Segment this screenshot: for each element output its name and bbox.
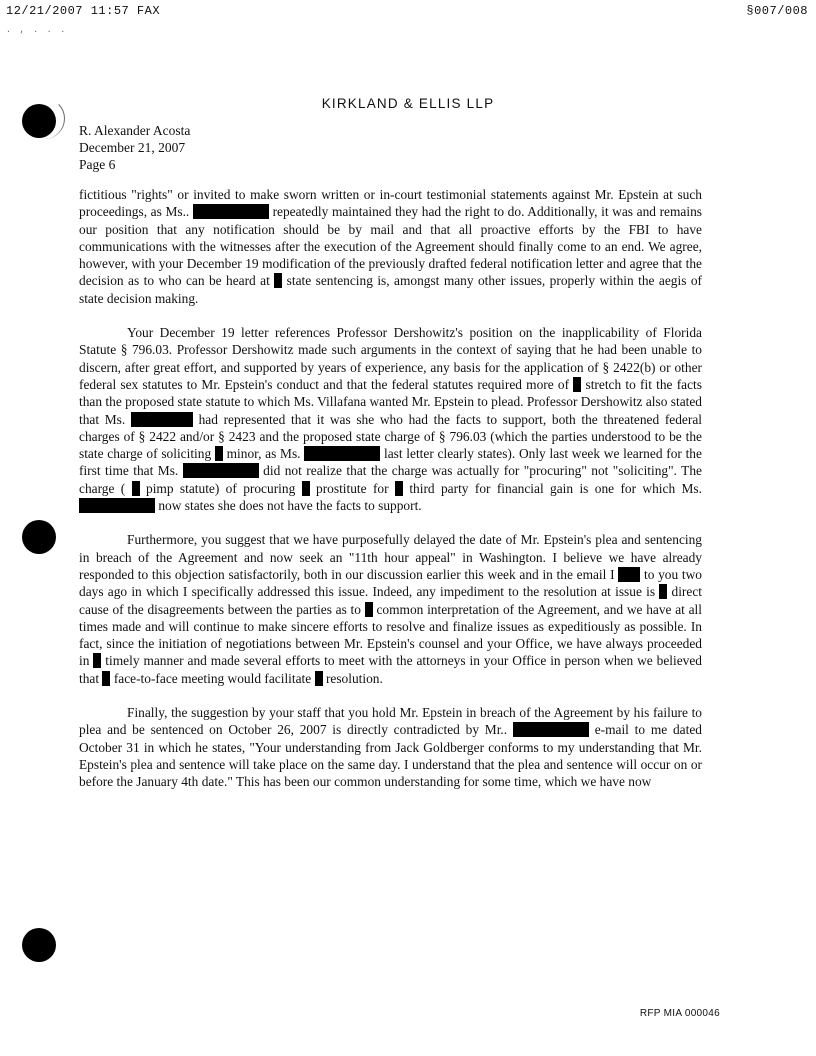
paragraph-text: did not realize that the charge was actually for "procuring" not "soliciting". The charge ( [79, 463, 702, 496]
redaction-bar [183, 463, 259, 478]
paragraph-text: fictitious "rights" or invited to make sworn written or in-court testimonial statements against Mr. Epstein at such proceedings, as Ms.. [79, 187, 702, 220]
fax-timestamp: 12/21/2007 11:57 FAX [6, 4, 161, 18]
redaction-bar [618, 567, 640, 582]
paragraph-text: last letter clearly states). Only last week we learned for the first time that Ms. [79, 446, 702, 479]
redaction-bar [215, 446, 223, 461]
letter-date: December 21, 2007 [79, 140, 186, 155]
fax-page-counter: §007/008 [746, 4, 808, 18]
redaction-bar [365, 602, 373, 617]
paragraph-1 [79, 186, 702, 307]
redaction-bar [132, 481, 140, 496]
redaction-bar [193, 204, 269, 219]
paragraph-text: face-to-face meeting would facilitate [113, 670, 312, 686]
fax-header [6, 4, 810, 22]
redaction-bar [274, 273, 282, 288]
redaction-bar [513, 722, 589, 737]
paragraph-text: had represented that it was she who had the facts to support, both the threatened federal charges of § 2422 and/or § 2423 and the proposed state charge of § 796.03 (which the parties understood to be the state charge of soliciting [79, 411, 702, 462]
bates-number: RFP MIA 000046 [639, 1008, 720, 1019]
punch-hole-icon [22, 928, 56, 962]
paragraph-text: repeatedly maintained they had the right to do. Additionally, it was and remains our position that any notification should be by mail and that all proactive efforts by the FBI to have communications with the witnesses after the execution of the Agreement should finally come to an end. We agree, however, with your December 19 modification of the previously drafted federal notification letter and agree that the decision as to who can be heard at [79, 204, 702, 289]
letter-body [79, 186, 702, 808]
paragraph-text: pimp statute) of procuring [146, 480, 296, 496]
paragraph-text: third party for financial gain is one for which Ms. [409, 480, 702, 496]
redaction-bar [659, 584, 667, 599]
paragraph-text: now states she does not have the facts to support. [158, 498, 422, 514]
page-number: Page 6 [79, 157, 116, 172]
letterhead-firm-name: KIRKLAND & ELLIS LLP [321, 96, 495, 111]
redaction-bar [131, 412, 193, 427]
paragraph-text: direct cause of the disagreements between the parties as to [79, 584, 702, 617]
redaction-bar [315, 671, 323, 686]
punch-hole-icon [22, 520, 56, 554]
paragraph-text: resolution. [325, 670, 383, 686]
paragraph-4 [79, 704, 702, 790]
paragraph-2 [79, 324, 702, 514]
redaction-bar [79, 498, 155, 513]
redaction-bar [395, 481, 403, 496]
recipient-name: R. Alexander Acosta [79, 123, 191, 138]
paragraph-text: Furthermore, you suggest that we have purposefully delayed the date of Mr. Epstein's plea and sentencing in breach of the Agreement and now seek an "11th hour appeal" in Washington. I believe we have already responded to this objection satisfactorily, both in our discussion earlier this week and in the email I [79, 532, 702, 582]
paragraph-text: minor, as Ms. [226, 446, 301, 462]
paragraph-text: prostitute for [316, 480, 389, 496]
redaction-bar [302, 481, 310, 496]
fax-noise: . , . . . [6, 26, 68, 35]
redaction-bar [573, 377, 581, 392]
paragraph-text: to you two days ago in which I specifically addressed this issue. Indeed, any impediment to the resolution at issue is [79, 566, 702, 600]
paragraph-text: Finally, the suggestion by your staff that you hold Mr. Epstein in breach of the Agreement by his failure to plea and be sentenced on October 26, 2007 is directly contradicted by Mr.. [79, 705, 702, 738]
paragraph-text: Your December 19 letter references Professor Dershowitz's position on the inapplicability of Florida Statute § 796.03. Professor Dershowitz made such arguments in the context of saying that he had been unable to discern, after great effort, and supported by years of experience, any basis for the application of § 2422(b) or other federal sex statutes to Mr. Epstein's conduct and that the federal statutes required more of [79, 325, 702, 392]
paragraph-text: state sentencing is, amongst many other issues, properly within the aegis of state decision making. [79, 273, 702, 306]
redaction-bar [102, 671, 110, 686]
paragraph-text: stretch to fit the facts than the proposed state statute to which Ms. Villafana wanted Mr. Epstein to plead. Professor Dershowitz also stated that Ms. [79, 376, 702, 427]
redaction-bar [304, 446, 380, 461]
redaction-bar [93, 653, 101, 668]
paragraph-text: e-mail to me dated October 31 in which he states, "Your understanding from Jack Goldberger conforms to my understanding that Mr. Epstein's plea and sentence will take place on the same day. I understand that the plea and sentence will occur on or before the January 4th date." This has been our common understanding for some time, which we have now [79, 722, 702, 790]
address-block [79, 122, 190, 173]
paragraph-text: timely manner and made several efforts to meet with the attorneys in your Office in person when we believed that [79, 653, 702, 686]
paragraph-3 [79, 531, 702, 687]
paragraph-text: common interpretation of the Agreement, and we have at all times made and will continue to make sincere efforts to resolve and finalize issues as expeditiously as possible. In fact, since the initiation of negotiations between Mr. Epstein's counsel and your Office, we have always proceeded in [79, 601, 702, 669]
